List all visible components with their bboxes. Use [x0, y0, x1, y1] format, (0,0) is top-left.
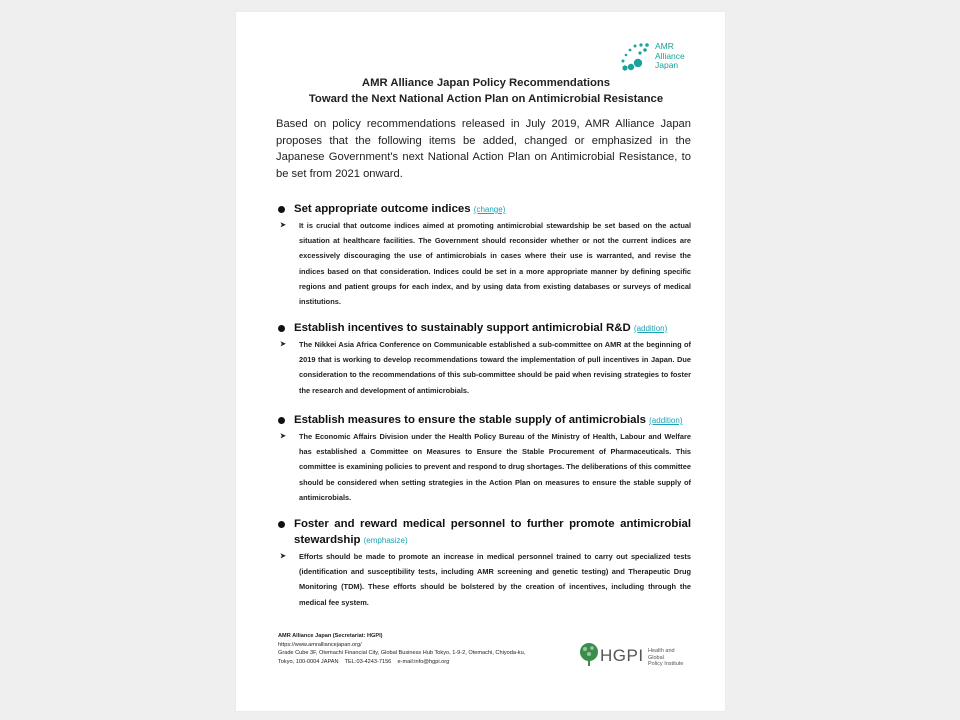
hgpi-acronym: HGPI	[600, 646, 644, 665]
footer-contact	[278, 632, 525, 667]
change-tag-link[interactable]: (change)	[473, 205, 506, 214]
section-heading	[276, 412, 691, 429]
section-heading	[276, 201, 691, 218]
arrow-bullet-icon: ➤	[280, 553, 286, 560]
section-rd-incentives	[276, 320, 691, 398]
body-text: Efforts should be made to promote an increase in medical personnel trained to carry out specialized tests (identification and susceptibility tests, including AMR screening and genetic testing) and Therapeutic Drug Monitoring (TDM). These efforts should be bolstered by the creation of incentives, including through the medical fee system.	[299, 552, 691, 607]
section-body	[276, 337, 691, 398]
hgpi-logo	[578, 642, 688, 672]
heading-text: Establish measures to ensure the stable supply of antimicrobials	[294, 414, 646, 426]
hgpi-name-line-2: Policy Institute	[648, 661, 684, 667]
logo-text-line: AMR	[655, 41, 674, 51]
section-heading	[276, 320, 691, 337]
intro-paragraph: Based on policy recommendations released in July 2019, AMR Alliance Japan proposes that the following items be added, changed or emphasized in the Japanese Government's next National Action Plan on Antimicrobial Resistance, to be set from 2021 onward.	[276, 118, 691, 180]
section-stable-supply	[276, 412, 691, 505]
addition-tag-link[interactable]: (addition)	[633, 324, 668, 333]
footer-org: AMR Alliance Japan (Secretariat: HGPI)	[278, 633, 383, 639]
section-body	[276, 218, 691, 309]
section-body	[276, 549, 691, 610]
body-text: The Economic Affairs Division under the Health Policy Bureau of the Ministry of Health, Labour and Welfare has established a Committee on Measures to Ensure the Stable Procurement of Pharmaceuticals. This committee is examining policies to prevent and respond to drug shortages. The deliberations of this committee should be considered when setting strategies in the Action Plan on measures to ensure the stable supply of antimicrobials.	[299, 432, 691, 502]
bullet-icon	[278, 417, 285, 424]
arrow-bullet-icon: ➤	[280, 341, 286, 348]
tree-logo-icon	[578, 642, 600, 668]
document-page	[236, 12, 725, 711]
heading-text: Establish incentives to sustainably support antimicrobial R&D	[294, 322, 631, 334]
section-body	[276, 429, 691, 505]
addition-tag-link[interactable]: (addition)	[649, 416, 683, 425]
document-title	[276, 75, 696, 107]
bullet-icon	[278, 206, 285, 213]
body-text: It is crucial that outcome indices aimed at promoting antimicrobial stewardship be set based on the actual situation at healthcare facilities. The Government should reconsider whether or not the current indices are excessively discouraging the use of antimicrobials in cases where their use is warranted, and revise the indices based on that consideration. Indices could be set in a more appropriate manner by defining specific regions and patient groups for each index, and by using data from existing databases or surveys of medical institutions.	[299, 221, 691, 307]
logo-text-line: Japan	[655, 60, 679, 70]
logo-text-line: Alliance	[655, 50, 685, 61]
title-line-2: Toward the Next National Action Plan on Antimicrobial Resistance	[308, 93, 664, 105]
arrow-bullet-icon: ➤	[280, 433, 286, 440]
hgpi-name-line-1: Health and Global	[648, 648, 675, 661]
dots-logo-icon	[620, 41, 654, 73]
section-outcome-indices	[276, 201, 691, 309]
footer-url-link[interactable]: https://www.amralliancejapan.org/	[278, 641, 362, 648]
heading-text: Set appropriate outcome indices	[294, 203, 471, 215]
footer-address-line-2: Tokyo, 100-0004 JAPAN TEL:03-4243-7156 e-mail:info@hgpi.org	[278, 659, 450, 666]
bullet-icon	[278, 325, 285, 332]
section-heading	[276, 516, 691, 549]
section-medical-personnel	[276, 516, 691, 610]
emphasize-tag: (emphasize)	[363, 536, 408, 545]
body-text: The Nikkei Asia Africa Conference on Communicable established a sub-committee on AMR at the beginning of 2019 that is working to develop recommendations toward the implementation of pull incentives in Japan. Due consideration to the recommendations of this sub-committee should be paid when revising strategies to foster the research and development of antimicrobials.	[299, 340, 691, 395]
title-line-1: AMR Alliance Japan Policy Recommendations	[361, 77, 611, 89]
heading-text: Foster and reward medical personnel to further promote antimicrobial stewardship	[294, 518, 691, 546]
amr-alliance-logo	[620, 41, 690, 75]
bullet-icon	[278, 521, 285, 528]
footer-address-line-1: Grade Cube 3F, Otemachi Financial City, Global Business Hub Tokyo, 1-9-2, Otemachi, Chiyoda-ku,	[278, 650, 526, 657]
arrow-bullet-icon: ➤	[280, 222, 286, 229]
